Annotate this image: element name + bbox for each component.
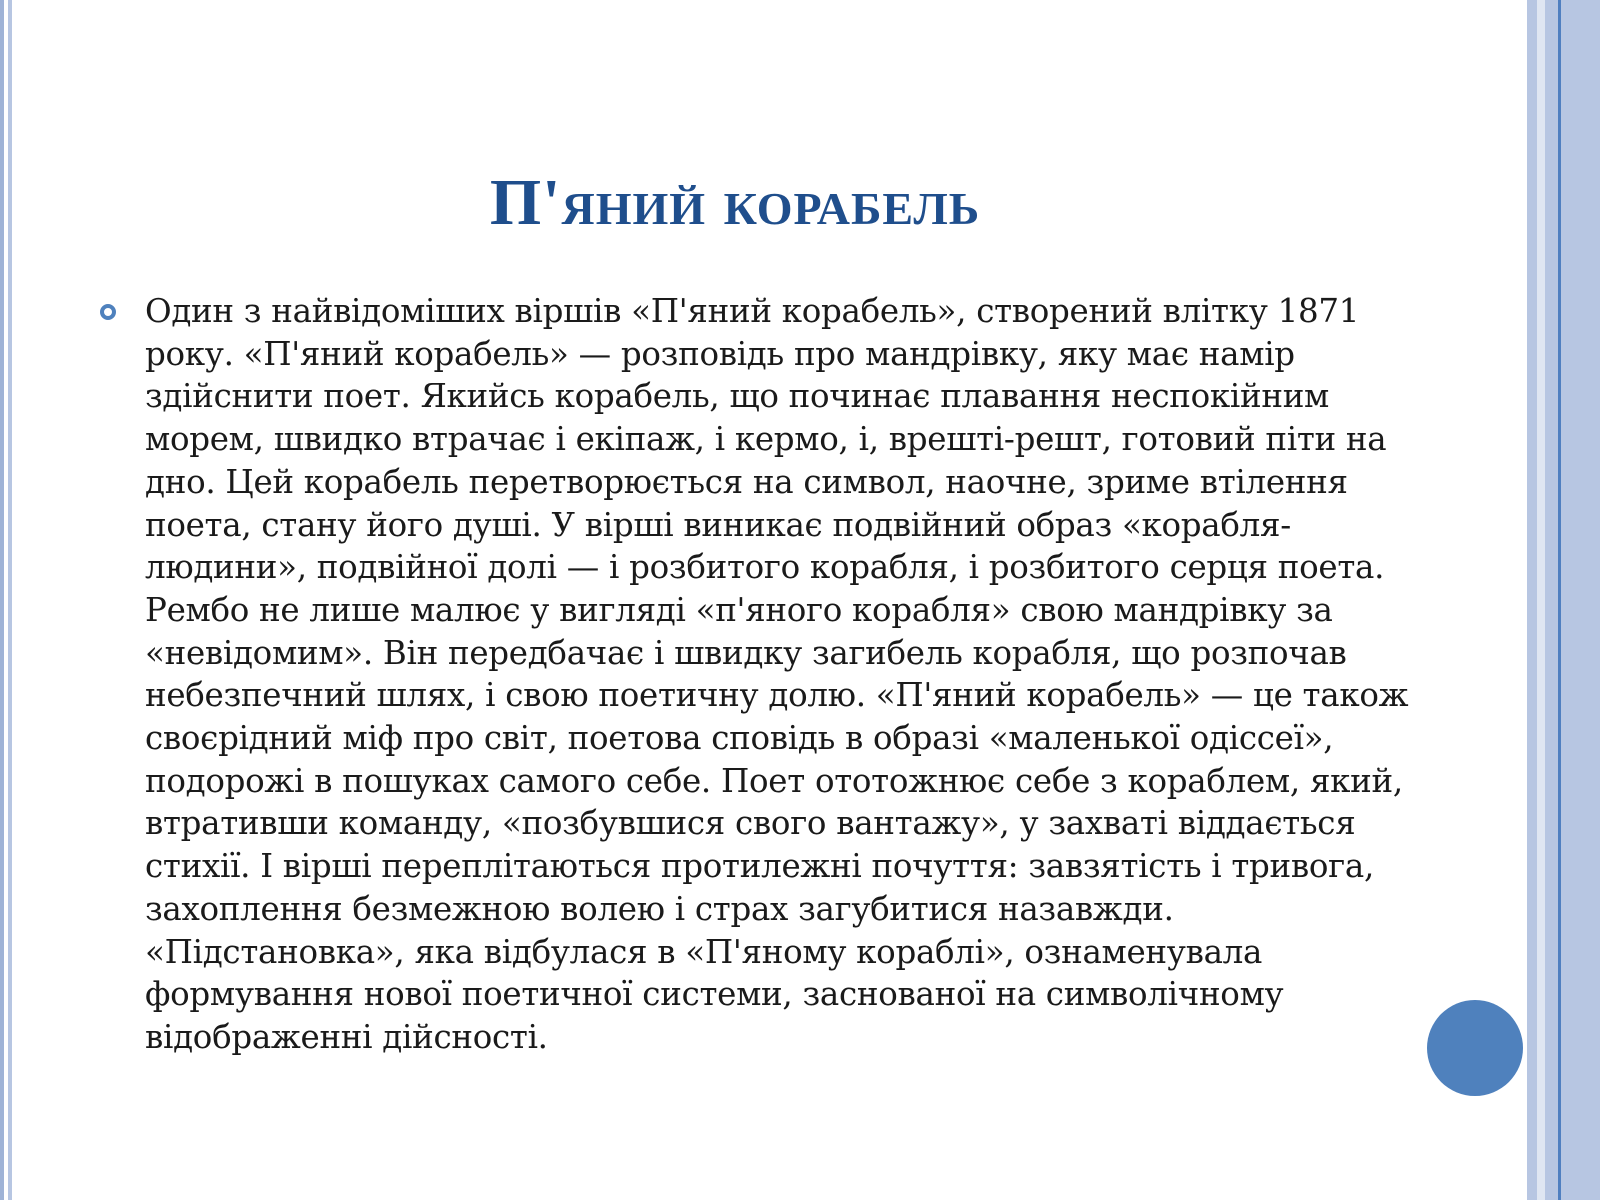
right-border-stripe [1561, 0, 1600, 1200]
right-border-stripe [1527, 0, 1537, 1200]
right-border-stripe [1545, 0, 1558, 1200]
slide-title: П'яний корабель [489, 166, 981, 239]
decorative-circle [1427, 1000, 1523, 1096]
right-border-stripe [1537, 0, 1545, 1200]
bullet-text: Один з найвідоміших віршів «П'яний корабель», створений влітку 1871 року. «П'яний корабель» — розповідь про мандрівку, яку має намір здійснити поет. Якийсь корабель, що починає плавання неспокійним морем, швидко втрачає і екіпаж, і кермо, і, врешті-решт, готовий піти на дно. Цей корабель перетворюється на символ, наочне, зриме втілення поета, стану його душі. У вірші виникає подвійний образ «корабля-людини», подвійної долі — і розбитого корабля, і розбитого серця поета. Рембо не лише малює у вигляді «п'яного корабля» свою мандрівку за «невідомим». Він передбачає і швидку загибель корабля, що розпочав небезпечний шлях, і свою поетичну долю. «П'яний корабель» — це також своєрідний міф про світ, поетова сповідь в образі «маленької одіссеї», подорожі в пошуках самого себе. Поет ототожнює себе з кораблем, який, втративши команду, «позбувшися свого вантажу», у захваті віддається стихії. І вірші переплітаються протилежні почуття: завзятість і тривога, захоплення безмежною волею і страх загубитися назавжди. «Підстановка», яка відбулася в «П'яному кораблі», ознаменувала формування нової поетичної системи, заснованої на символічному відображенні дійсності. [145, 292, 1409, 1056]
bullet-icon [100, 304, 116, 320]
